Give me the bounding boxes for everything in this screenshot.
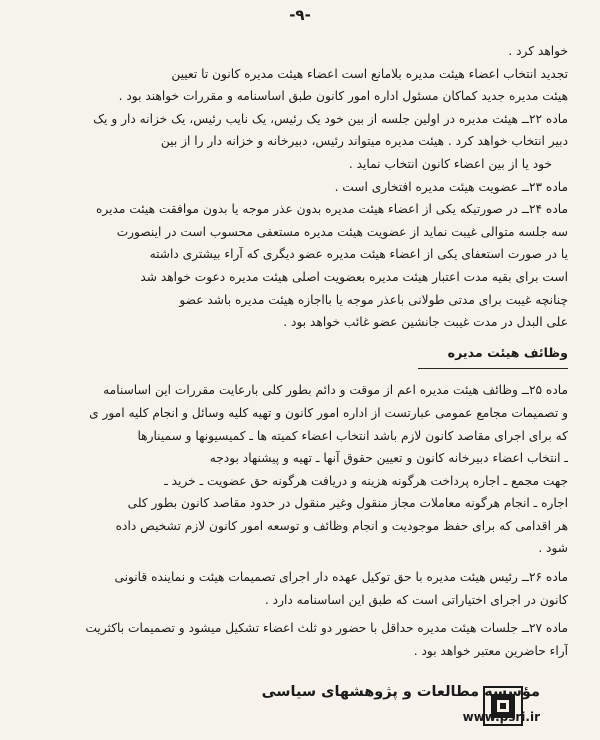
text-line: ـ انتخاب اعضاء دبیرخانه کانون و تعیین حقوق آنها ـ تهیه و پیشنهاد بودجه xyxy=(209,451,568,466)
text-line: و تصمیمات مجامع عمومی عبارتست از اداره امور کانون و تهیه کلیه وسائل و انجام کلیه امور ی xyxy=(89,405,568,420)
text-line: خواهد کرد . xyxy=(508,44,568,58)
text-line: اجاره ـ انجام هرگونه معاملات مجاز منقول وغیر منقول در حدود مقاصد کانون بطور کلی xyxy=(127,496,568,511)
text-line: آراء حاضرین معتبر خواهد بود . xyxy=(413,643,568,658)
text-line: هیئت مدیره جدید کماکان مسئول اداره امور کانون طبق اساسنامه و مقررات خواهند بود . xyxy=(118,89,568,104)
text-line: شود . xyxy=(538,541,568,556)
text-line: علی البدل در مدت غیبت جانشین عضو غائب خواهد بود . xyxy=(283,315,568,330)
text-line: کانون در اجرای اختیاراتی است که طبق این اساسنامه دارد . xyxy=(264,592,568,607)
text-line: تجدید انتخاب اعضاء هیئت مدیره بلامانع است اعضاء هیئت مدیره کانون تا تعیین xyxy=(171,66,568,81)
document-body xyxy=(34,40,568,662)
text-line: ماده ۲۵ــ وظائف هیئت مدیره اعم از موقت و دائم بطور کلی بارعایت مقررات این اساسنامه xyxy=(103,383,568,398)
text-line: خود یا از بین اعضاء کانون انتخاب نماید . xyxy=(348,156,552,171)
text-line: ماده ۲۲ــ هیئت مدیره در اولین جلسه از بین خود یک رئیس، یک نایب رئیس، یک خزانه دار و یک xyxy=(93,111,568,126)
text-line: که برای اجرای مقاصد کانون لازم باشد انتخاب اعضاء کمیته ها ـ کمیسیونها و سمینارها xyxy=(137,428,568,443)
institute-name: مؤسسه مطالعات و پژوهشهای سیاسی xyxy=(261,684,540,700)
text-line: سه جلسه متوالی غیبت نماید از عضویت هیئت مدیره مستعفی محسوب است در اینصورت xyxy=(116,224,568,239)
text-line: دبیر انتخاب خواهد کرد . هیئت مدیره میتواند رئیس، دبیرخانه و خزانه دار را از بین xyxy=(160,134,568,149)
text-line: ماده ۲۳ــ عضویت هیئت مدیره افتخاری است . xyxy=(334,179,568,194)
text-line: است برای بقیه مدت اعتبار هیئت مدیره بعضویت اصلی هیئت مدیره دعوت خواهد شد xyxy=(140,269,568,284)
institute-url: www.psri.ir xyxy=(462,710,540,724)
text-line: جهت مجمع ـ اجاره پرداخت هرگونه هزینه و دریافت هرگونه حق عضویت ـ خرید ـ xyxy=(164,473,568,488)
text-line: ماده ۲۶ــ رئیس هیئت مدیره با حق توکیل عهده دار اجرای تصمیمات هیئت و نماینده قانونی xyxy=(114,570,568,585)
text-line: یا در صورت استعفای یکی از اعضاء هیئت مدیره عضو دیگری که آراء بیشتری داشته xyxy=(149,247,568,262)
text-line: چنانچه غیبت برای مدتی طولانی باعذر موجه یا بااجازه هیئت مدیره باشد عضو xyxy=(179,292,568,307)
text-line: هر اقدامی که برای حفظ موجودیت و انجام وظائف و توسعه امور کانون لازم تشخیص داده xyxy=(115,518,568,533)
text-line: ماده ۲۷ــ جلسات هیئت مدیره حداقل با حضور دو ثلث اعضاء تشکیل میشود و تصمیمات باکثریت xyxy=(85,621,568,636)
text-line: ماده ۲۴ــ در صورتیکه یکی از اعضاء هیئت مدیره بدون عذر موجه یا بدون موافقت هیئت مدیره xyxy=(95,202,568,217)
section-heading: وظائف هیئت مدیره xyxy=(447,344,568,360)
heading-underline xyxy=(418,368,568,369)
page-number: -۹- xyxy=(289,6,311,24)
